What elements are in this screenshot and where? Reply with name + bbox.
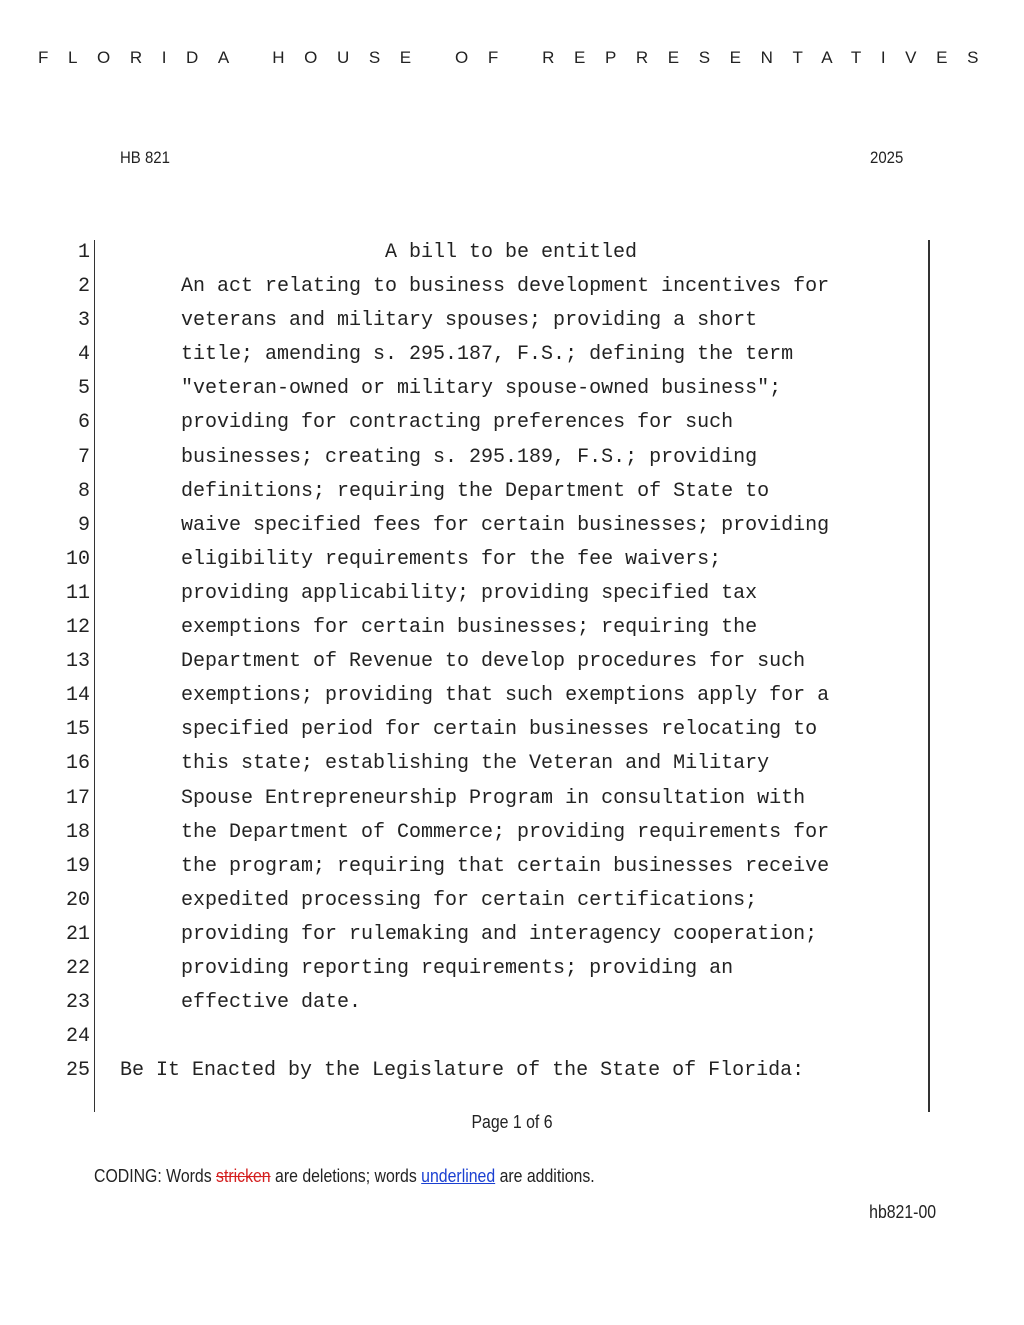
line-number: 19 xyxy=(65,854,90,878)
line-number: 6 xyxy=(77,411,90,435)
line-number: 16 xyxy=(65,752,90,776)
bill-line xyxy=(0,342,1024,376)
bill-line xyxy=(0,615,1024,649)
bill-text-lines xyxy=(0,240,1024,1092)
line-number: 10 xyxy=(65,547,90,571)
document-code: hb821-00 xyxy=(869,1202,936,1222)
line-text: the program; requiring that certain businesses receive xyxy=(181,854,830,878)
line-number: 2 xyxy=(77,275,90,299)
coding-legend xyxy=(94,1166,595,1187)
bill-line xyxy=(0,274,1024,308)
bill-number: HB 821 xyxy=(120,148,170,167)
coding-stricken-example: stricken xyxy=(216,1166,271,1186)
line-text: the Department of Commerce; providing requirements for xyxy=(181,820,830,844)
line-number: 3 xyxy=(77,309,90,333)
line-number: 13 xyxy=(65,650,90,674)
coding-suffix: are additions. xyxy=(495,1166,595,1186)
bill-line xyxy=(0,376,1024,410)
bill-line xyxy=(0,547,1024,581)
coding-prefix: CODING: Words xyxy=(94,1166,217,1186)
line-text: providing applicability; providing specified tax xyxy=(181,581,758,605)
line-text: A bill to be entitled xyxy=(385,241,638,264)
line-text: expedited processing for certain certifications; xyxy=(181,888,758,912)
line-text: An act relating to business development incentives for xyxy=(181,275,830,299)
line-number: 18 xyxy=(65,820,90,844)
bill-line xyxy=(0,922,1024,956)
page-number: Page 1 of 6 xyxy=(471,1112,553,1132)
bill-line xyxy=(0,308,1024,342)
line-number: 4 xyxy=(77,343,90,367)
bill-line xyxy=(0,649,1024,683)
bill-line xyxy=(0,786,1024,820)
bill-line xyxy=(0,240,1024,274)
chamber-title: FLORIDA HOUSE OF REPRESENTATIVES xyxy=(37,48,999,67)
line-text: businesses; creating s. 295.189, F.S.; providing xyxy=(181,445,758,469)
line-number: 25 xyxy=(65,1059,90,1083)
bill-line xyxy=(0,956,1024,990)
line-number: 7 xyxy=(77,445,90,469)
line-text: specified period for certain businesses relocating to xyxy=(181,718,818,742)
bill-line xyxy=(0,581,1024,615)
line-number: 14 xyxy=(65,684,90,708)
bill-line xyxy=(0,410,1024,444)
line-number: 9 xyxy=(77,513,90,537)
line-number: 12 xyxy=(65,616,90,640)
line-number: 17 xyxy=(65,786,90,810)
bill-line xyxy=(0,820,1024,854)
bill-line xyxy=(0,854,1024,888)
line-number: 5 xyxy=(77,377,90,401)
line-text: "veteran-owned or military spouse-owned business"; xyxy=(181,377,782,401)
line-number: 1 xyxy=(77,241,90,264)
bill-year: 2025 xyxy=(870,148,904,167)
bill-line xyxy=(0,717,1024,751)
line-text: Department of Revenue to develop procedures for such xyxy=(181,650,806,674)
bill-line xyxy=(0,1024,1024,1058)
line-text: exemptions; providing that such exemptions apply for a xyxy=(181,684,830,708)
bill-line xyxy=(0,751,1024,785)
line-text: exemptions for certain businesses; requiring the xyxy=(181,616,758,640)
line-number: 15 xyxy=(65,718,90,742)
line-text: providing reporting requirements; providing an xyxy=(181,956,734,980)
bill-line xyxy=(0,445,1024,479)
line-text: effective date. xyxy=(181,991,362,1015)
coding-underlined-example: underlined xyxy=(421,1166,496,1186)
bill-line xyxy=(0,888,1024,922)
line-text: definitions; requiring the Department of State to xyxy=(181,479,770,503)
bill-line xyxy=(0,990,1024,1024)
line-text: waive specified fees for certain businesses; providing xyxy=(181,513,830,537)
line-text: eligibility requirements for the fee waivers; xyxy=(181,547,722,571)
line-number: 8 xyxy=(77,479,90,503)
line-number: 21 xyxy=(65,922,90,946)
line-number: 24 xyxy=(65,1025,90,1049)
line-text: Spouse Entrepreneurship Program in consultation with xyxy=(181,786,806,810)
line-text: title; amending s. 295.187, F.S.; defining the term xyxy=(181,343,794,367)
line-number: 23 xyxy=(65,991,90,1015)
line-text: this state; establishing the Veteran and Military xyxy=(181,752,770,776)
bill-line xyxy=(0,683,1024,717)
bill-line xyxy=(0,1058,1024,1092)
line-text: providing for rulemaking and interagency cooperation; xyxy=(181,922,818,946)
line-number: 22 xyxy=(65,956,90,980)
coding-middle: are deletions; words xyxy=(270,1166,422,1186)
line-text: veterans and military spouses; providing a short xyxy=(181,309,758,333)
line-text: Be It Enacted by the Legislature of the State of Florida: xyxy=(120,1059,805,1083)
line-text: providing for contracting preferences for such xyxy=(181,411,734,435)
line-number: 11 xyxy=(65,581,90,605)
bill-line xyxy=(0,513,1024,547)
line-number: 20 xyxy=(65,888,90,912)
bill-line xyxy=(0,479,1024,513)
